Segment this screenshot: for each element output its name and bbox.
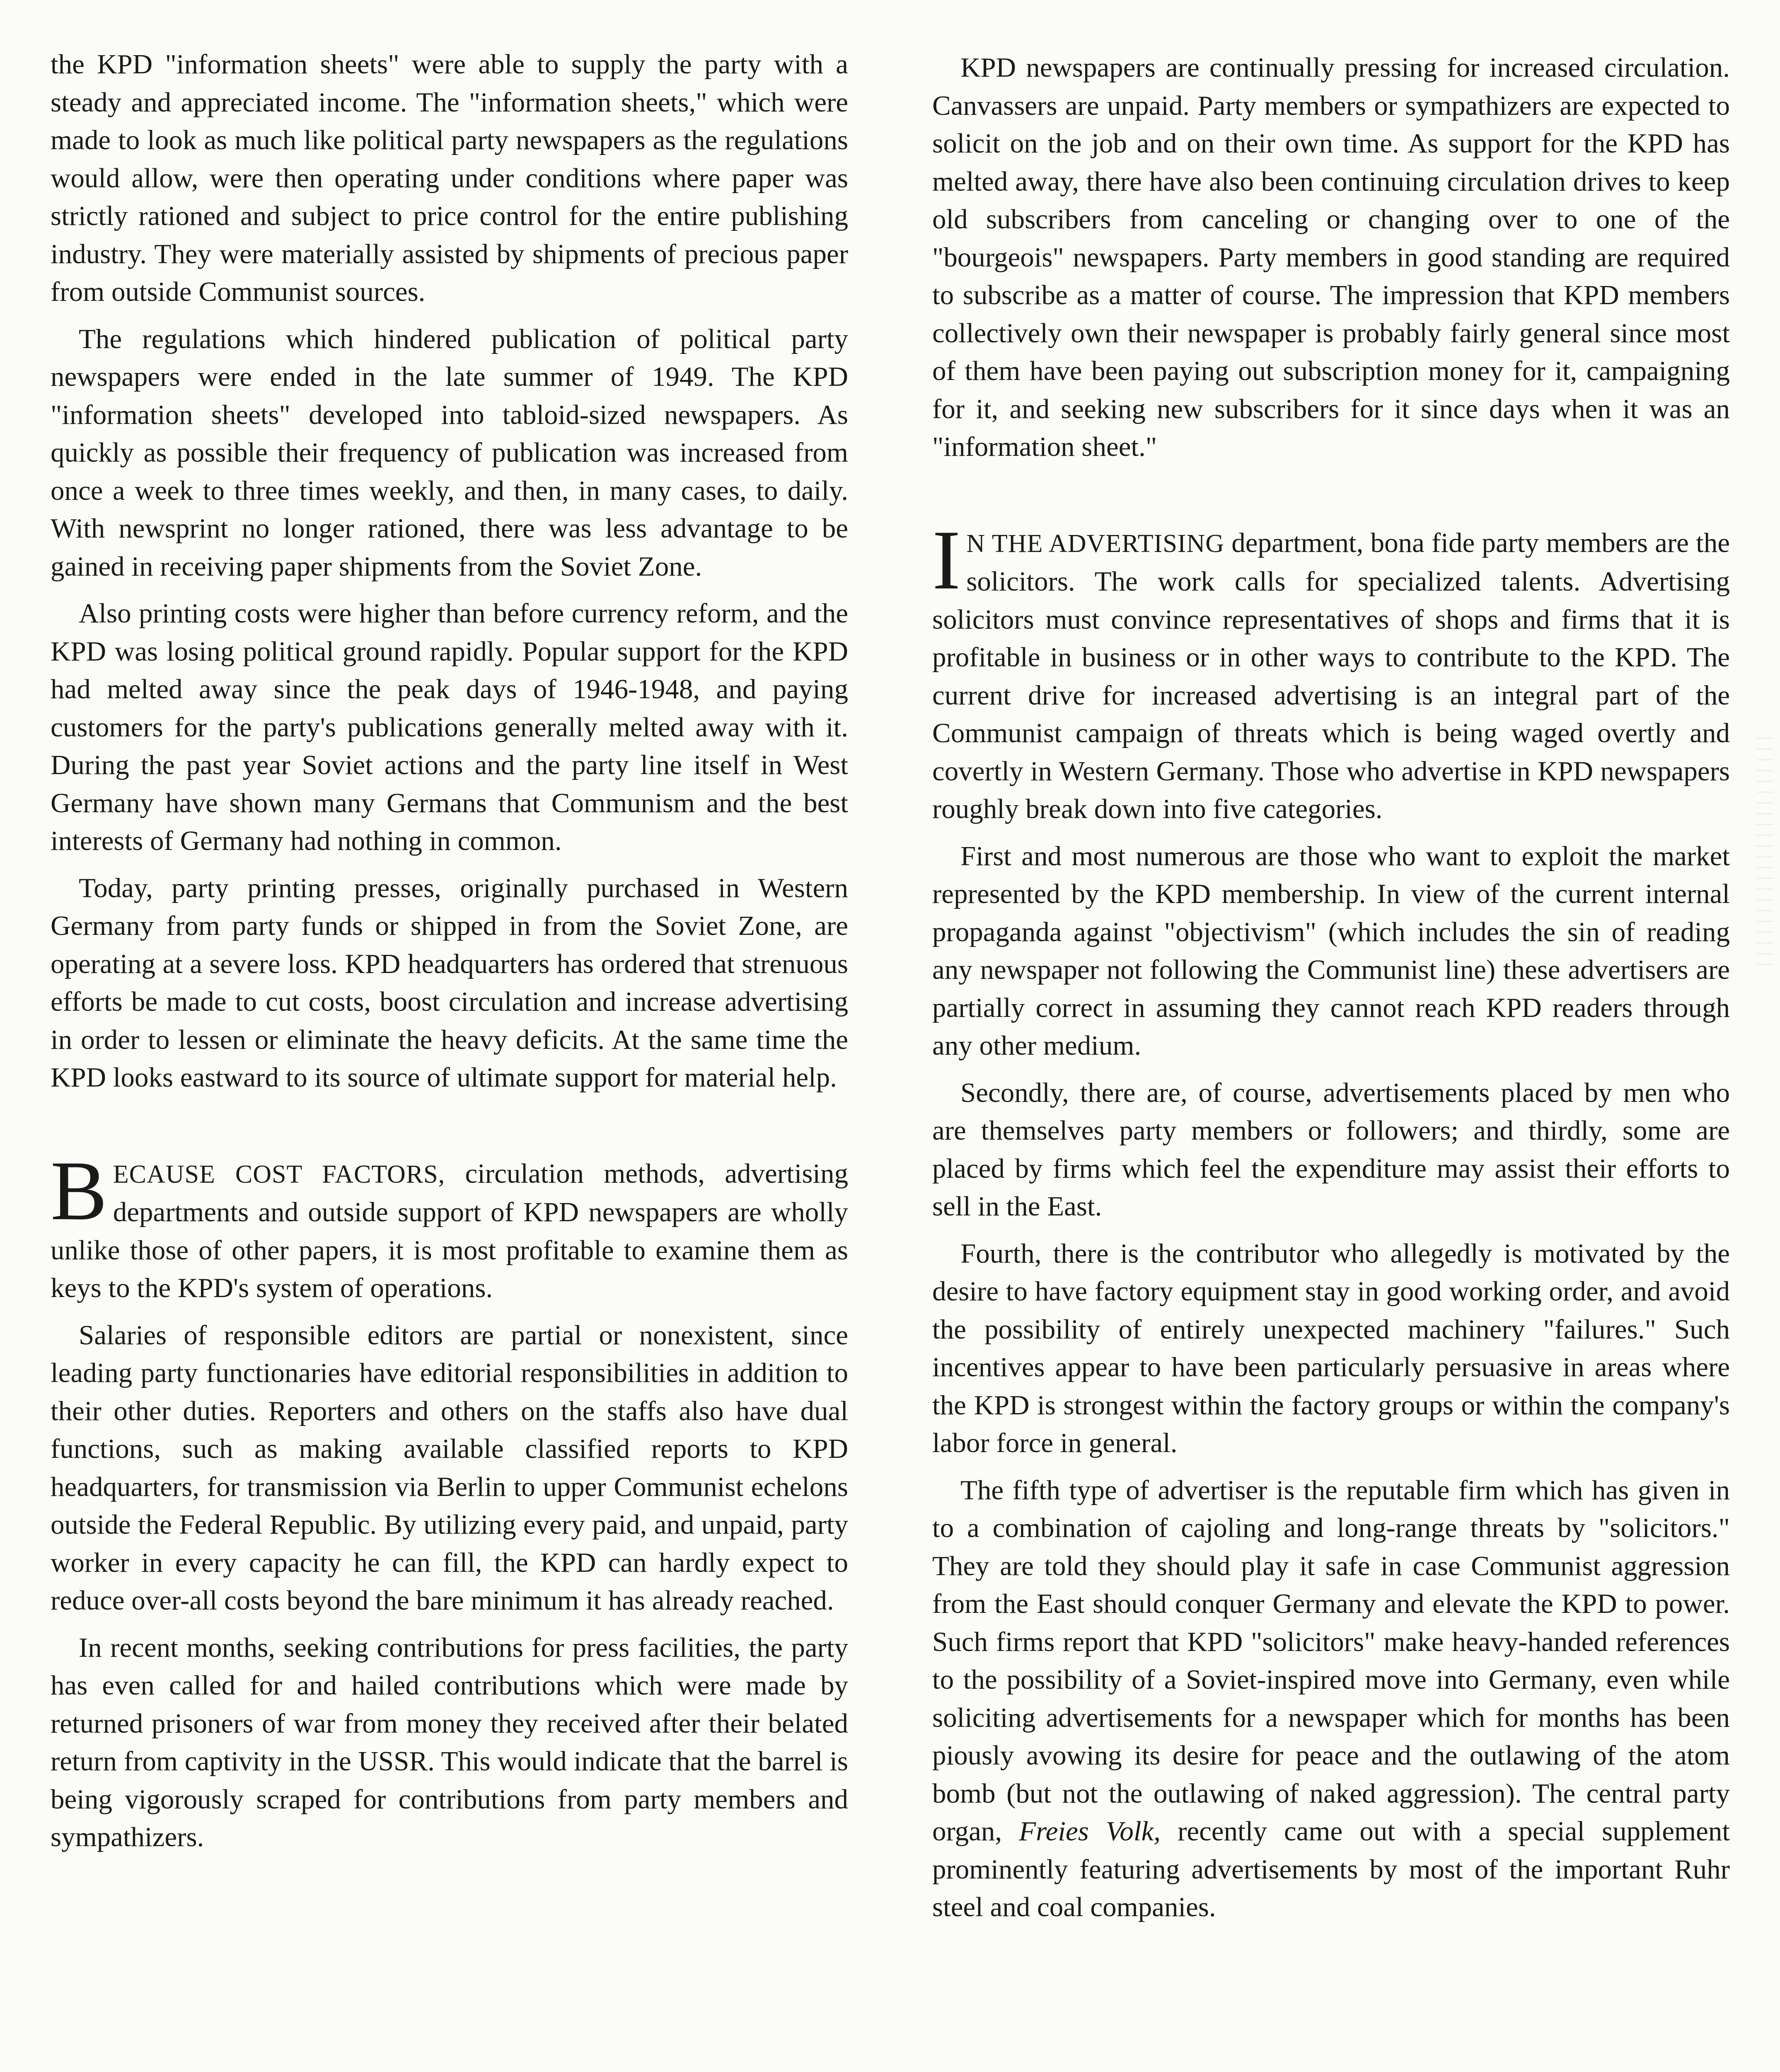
paragraph: In recent months, seeking contributions for press facilities, the party has even called for and hailed contributions which were made by returned prisoners of war from money they received after their belated return from captivity in the USSR. This would indicate that the barrel is being vigorously scraped for contributions from party members and sympathizers. bbox=[51, 1632, 848, 1852]
left-column bbox=[51, 46, 848, 1866]
paragraph: Secondly, there are, of course, advertisements placed by men who are themselves party members or followers; and thirdly, some are placed by firms which feel the expenditure may assist their efforts to sell in the East. bbox=[932, 1077, 1730, 1222]
paragraph: Today, party printing presses, originally purchased in Western Germany from party funds or shipped in from the Soviet Zone, are operating at a severe loss. KPD headquarters has ordered that strenuous efforts be made to cut costs, boost circulation and increase advertising in order to lessen or eliminate the heavy deficits. At the same time the KPD looks eastward to its source of ultimate support for material help. bbox=[51, 872, 848, 1093]
paragraph: The regulations which hindered publication of political party newspapers were ended in the late summer of 1949. The KPD "information sheets" developed into tabloid-sized newspapers. As quickly as possible their frequency of publication was increased from once a week to three times weekly, and then, in many cases, to daily. With newsprint no longer rationed, there was less advantage to be gained in receiving paper shipments from the Soviet Zone. bbox=[51, 323, 848, 582]
paragraph: First and most numerous are those who want to exploit the market represented by the KPD membership. In view of the current internal propaganda against "objectivism" (which includes the sin of reading any newspaper not following the Communist line) these advertisers are partially correct in assuming they cannot reach KPD readers through any other medium. bbox=[932, 840, 1730, 1061]
publication-name: Freies Volk, bbox=[1019, 1816, 1161, 1847]
section-lead-in: ECAUSE COST FACTORS, bbox=[113, 1160, 445, 1188]
section-lead-in: N THE ADVERTISING bbox=[966, 529, 1225, 558]
paragraph: Also printing costs were higher than before currency reform, and the KPD was losing political ground rapidly. Popular support for the KPD had melted away since the peak days of 1946-1948, and paying customers for the party's publications generally melted away with it. During the past year Soviet actions and the party line itself in West Germany have shown many Germans that Communism and the best interests of Germany had nothing in common. bbox=[51, 598, 848, 856]
paragraph-text: recently came out with a special supplement prominently featuring advertisements by most of the important Ruhr steel and coal companies. bbox=[932, 1816, 1730, 1922]
drop-cap: I bbox=[932, 513, 961, 607]
section-opening-paragraph bbox=[932, 513, 1730, 828]
paragraph bbox=[932, 1472, 1730, 1927]
right-column bbox=[932, 49, 1730, 1936]
paragraph-text: circulation methods, advertising departments and outside support of KPD newspapers are wholly unlike those of other papers, it is most profitable to examine them as keys to the KPD's system of operations. bbox=[51, 1158, 849, 1303]
paragraph-text: The fifth type of advertiser is the reputable firm which has given in to a combination of cajoling and long-range threats by "solicitors." They are told they should play it safe in case Communist aggression from the East should conquer Germany and elevate the KPD to power. Such firms report that KPD "solicitors" make heavy-handed references to the possibility of a Soviet-inspired move into Germany, even while soliciting advertisements for a newspaper which for months has been piously avowing its desire for peace and the outlawing of the atom bomb (but not the outlawing of naked aggression). The central party organ, bbox=[932, 1474, 1730, 1847]
section-gap bbox=[51, 1106, 848, 1155]
section-opening-paragraph bbox=[51, 1143, 849, 1307]
paragraph: Fourth, there is the contributor who allegedly is motivated by the desire to have factory equipment stay in good working order, and avoid the possibility of entirely unexpected machinery "failures." Such incentives appear to have been particularly persuasive in areas where the KPD is strongest within the factory groups or within the company's labor force in general. bbox=[932, 1238, 1730, 1458]
drop-cap: B bbox=[51, 1143, 107, 1238]
section-gap bbox=[932, 475, 1730, 524]
scan-artifact bbox=[1757, 738, 1773, 970]
paragraph: Salaries of responsible editors are partial or nonexistent, since leading party functionaries have editorial responsibilities in addition to their other duties. Reporters and others on the staffs also have dual functions, such as making available classified reports to KPD headquarters, for transmission via Berlin to upper Communist echelons outside the Federal Republic. By utilizing every paid, and unpaid, party worker in every capacity he can fill, the KPD can hardly expect to reduce over-all costs beyond the bare minimum it has already reached. bbox=[51, 1319, 848, 1616]
paragraph: KPD newspapers are continually pressing for increased circulation. Canvassers are unpaid. Party members or sympathizers are expected to solicit on the job and on their own time. As support for the KPD has melted away, there have also been continuing circulation drives to keep old subscribers from canceling or changing over to one of the "bourgeois" newspapers. Party members in good standing are required to subscribe as a matter of course. The impression that KPD members collectively own their newspaper is probably fairly general since most of them have been paying out subscription money for it, campaigning for it, and seeking new subscribers for it since days when it was an "information sheet." bbox=[932, 52, 1730, 462]
paragraph: the KPD "information sheets" were able to supply the party with a steady and appreciated income. The "information sheets," which were made to look as much like political party newspapers as the regulations would allow, were then operating under conditions where paper was strictly rationed and subject to price control for the entire publishing industry. They were materially assisted by shipments of precious paper from outside Communist sources. bbox=[51, 49, 848, 307]
paragraph-text: department, bona fide party members are the solicitors. The work calls for specialized talents. Advertising solicitors must convince representatives of shops and firms that it is profitable in business or in other ways to contribute to the KPD. The current drive for increased advertising is an integral part of the Communist campaign of threats which is being waged overtly and covertly in Western Germany. Those who advertise in KPD newspapers roughly break down into five categories. bbox=[932, 527, 1730, 824]
